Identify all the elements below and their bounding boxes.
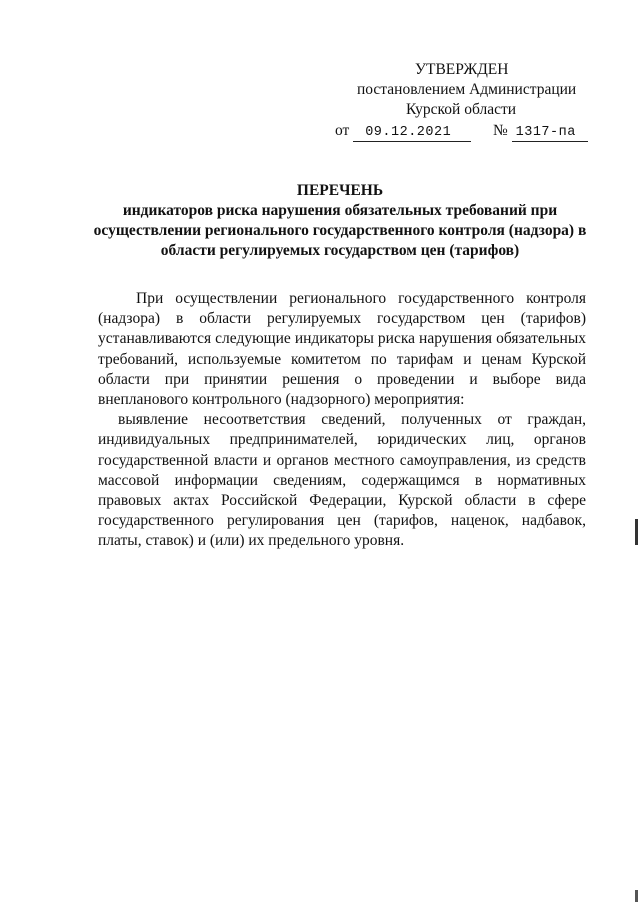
approval-number: 1317-па (512, 125, 588, 142)
approval-issuer: постановлением Администрации (357, 81, 577, 98)
scan-edge-mark (635, 519, 638, 545)
scan-edge-mark-bottom (635, 890, 638, 902)
body-paragraph-1: При осуществлении регионального государственного контроля (надзора) в области регулируемых государством цен (тарифов) устанавливаются следующие индикаторы риска нарушения обязательных требований, используемые комитетом по тарифам и ценам Курской области при принятии решения о проведении и выборе вида внепланового контрольного (надзорного) мероприятия: (98, 290, 586, 409)
heading-title: ПЕРЕЧЕНЬ (296, 182, 384, 199)
approval-date: 09.12.2021 (353, 125, 471, 142)
approval-title: УТВЕРЖДЕН (415, 61, 509, 78)
heading-subtitle-line-3: области регулируемых государством цен (тарифов) (160, 242, 520, 259)
approval-region: Курской области (406, 101, 517, 118)
date-prefix: от (335, 122, 350, 139)
document-heading (80, 181, 600, 261)
body-paragraph-2: выявление несоответствия сведений, полученных от граждан, индивидуальных предпринимателей, юридических лиц, органов государственной власти и органов местного самоуправления, из средств массовой информации сведениям, содержащимся в нормативных правовых актах Российской Федерации, Курской области в сфере государственного регулирования цен (тарифов, наценок, надбавок, платы, ставок) и (или) их предельного уровня. (98, 411, 586, 550)
heading-subtitle-line-2: осуществлении регионального государственного контроля (надзора) в (93, 222, 587, 239)
heading-subtitle-line-1: индикаторов риска нарушения обязательных требований при (122, 202, 558, 219)
number-prefix: № (492, 122, 508, 139)
approval-stamp (330, 60, 580, 142)
approval-date-number (330, 121, 580, 142)
document-body (98, 289, 586, 552)
